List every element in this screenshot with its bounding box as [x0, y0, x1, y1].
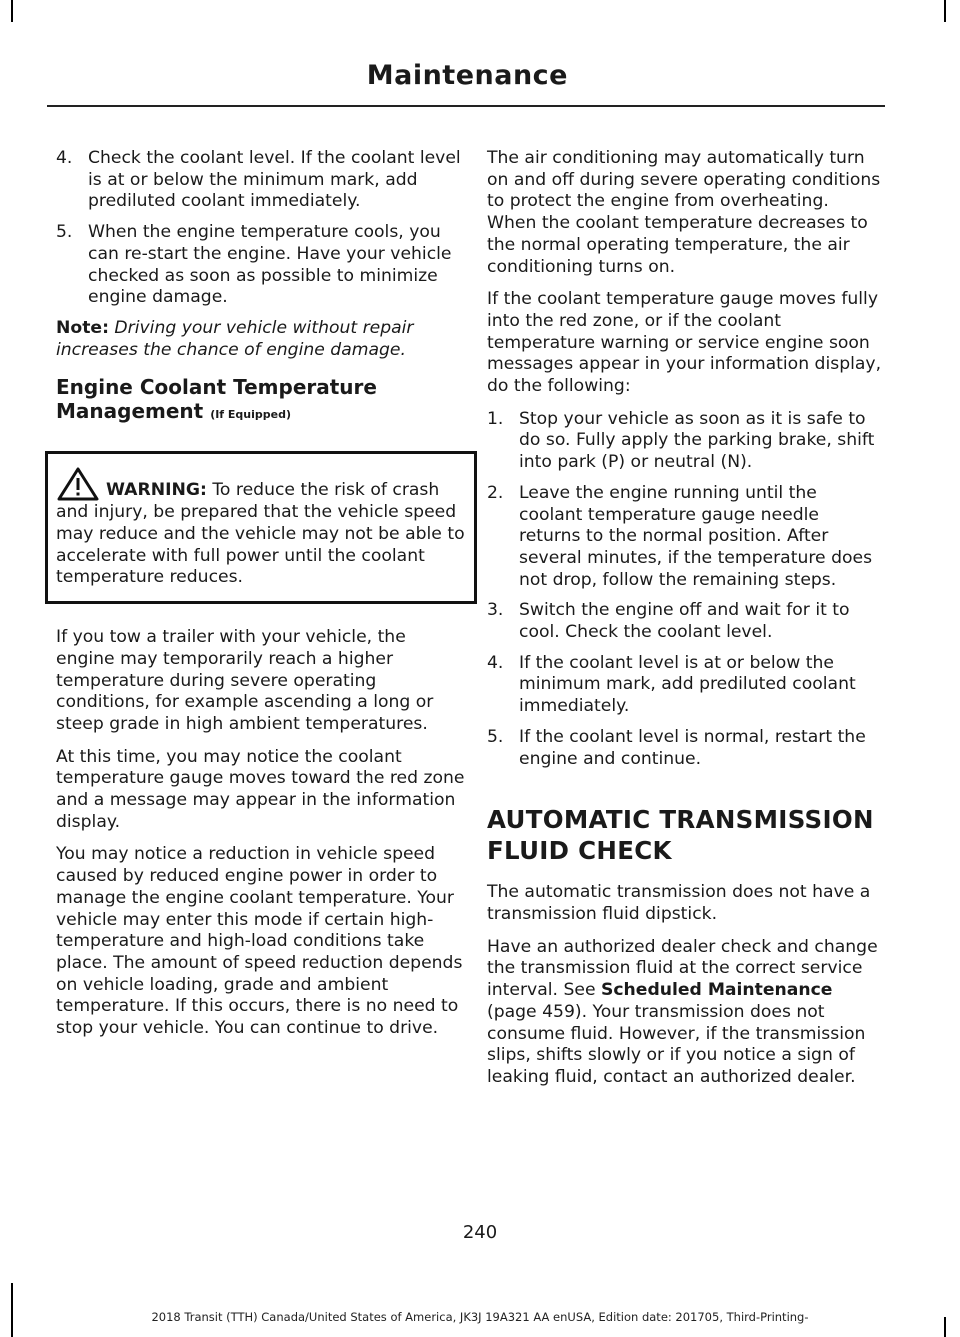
- list-item: [56, 222, 466, 309]
- right-column: [487, 148, 882, 1100]
- crop-mark-top-right: [944, 0, 946, 22]
- heading-text: Engine Coolant Temperature Management: [56, 375, 377, 424]
- warning-label: WARNING:: [106, 480, 207, 501]
- warning-triangle-icon: [56, 466, 100, 502]
- paragraph: [487, 937, 882, 1089]
- edition-footer: 2018 Transit (TTH) Canada/United States of America, JK3J 19A321 AA enUSA, Edition date: 201705, Third-Printing-: [151, 1310, 809, 1324]
- heading-sub: (If Equipped): [210, 408, 292, 422]
- page-title: Maintenance: [366, 60, 568, 91]
- list-text: Leave the engine running until the coolant temperature gauge needle returns to the normal position. After several minutes, if the temperature does not drop, follow the remaining steps.: [519, 482, 873, 590]
- list-item: [487, 409, 882, 474]
- section-title: AUTOMATIC TRANSMISSION FLUID CHECK: [487, 805, 874, 866]
- paragraph-text: (page 459). Your transmission does not consume fluid. However, if the transmission slips, shifts slowly or if you notice a sign of leaking fluid, contact an authorized dealer.: [487, 1001, 866, 1087]
- page-number: 240: [462, 1222, 498, 1243]
- crop-mark-top-left: [11, 0, 13, 22]
- paragraph: The air conditioning may automatically turn on and off during severe operating conditions to protect the engine from overheating. When the coolant temperature decreases to the normal operating temperature, the air conditioning turns on.: [487, 148, 881, 277]
- note-label: Note:: [56, 317, 109, 338]
- list-item: [56, 148, 466, 213]
- list-number: 4.: [56, 148, 73, 168]
- list-item: [487, 600, 882, 643]
- warning-box: [45, 451, 477, 604]
- list-item: [487, 483, 882, 592]
- list-text: If the coolant level is normal, restart the engine and continue.: [519, 726, 866, 769]
- paragraph: You may notice a reduction in vehicle speed caused by reduced engine power in order to manage the engine coolant temperature. Your vehicle may enter this mode if certain high-temperature and high-load conditions take place. The amount of speed reduction depends on vehicle loading, grade and ambient temperature. If this occurs, there is no need to stop your vehicle. You can continue to drive.: [56, 844, 463, 1039]
- header-rule: [47, 105, 885, 107]
- list-item: [487, 727, 882, 770]
- list-number: 1.: [487, 408, 504, 429]
- list-number: 5.: [56, 222, 73, 243]
- list-text: If the coolant level is at or below the minimum mark, add prediluted coolant immediately.: [519, 652, 856, 717]
- list-text: Switch the engine off and wait for it to cool. Check the coolant level.: [519, 600, 850, 643]
- note-text: Driving your vehicle without repair increases the chance of engine damage.: [56, 317, 414, 360]
- section-heading: [56, 375, 466, 427]
- list-item: [487, 653, 882, 718]
- list-number: 2.: [487, 482, 504, 503]
- list-text: When the engine temperature cools, you can re-start the engine. Have your vehicle checked as soon as possible to minimize engine damage.: [88, 222, 452, 308]
- paragraph: If the coolant temperature gauge moves fully into the red zone, or if the coolant temperature warning or service engine soon messages appear in your information display, do the following:: [487, 289, 882, 397]
- left-column: [56, 148, 466, 1051]
- warning-text: To reduce the risk of crash and injury, be prepared that the vehicle speed may reduce and the vehicle may not be able to accelerate with full power until the coolant temperature reduces.: [56, 480, 465, 588]
- list-text: Check the coolant level. If the coolant level is at or below the minimum mark, add prediluted coolant immediately.: [88, 148, 461, 212]
- paragraph-text: Have an authorized dealer check and change the transmission fluid at the correct service interval. See: [487, 936, 878, 1001]
- list-number: 3.: [487, 600, 504, 621]
- paragraph: At this time, you may notice the coolant temperature gauge moves toward the red zone and a message may appear in the information display.: [56, 746, 465, 832]
- note-paragraph: [56, 318, 466, 361]
- list-number: 5.: [487, 726, 504, 747]
- paragraph: The automatic transmission does not have a transmission fluid dipstick.: [487, 882, 871, 924]
- paragraph: If you tow a trailer with your vehicle, the engine may temporarily reach a higher temperature during severe operating conditions, for example ascending a long or steep grade in high ambient temperatures.: [56, 627, 434, 734]
- cross-reference-link[interactable]: Scheduled Maintenance: [600, 980, 833, 1001]
- list-number: 4.: [487, 652, 504, 673]
- list-text: Stop your vehicle as soon as it is safe to do so. Fully apply the parking brake, shift into park (P) or neutral (N).: [519, 408, 875, 473]
